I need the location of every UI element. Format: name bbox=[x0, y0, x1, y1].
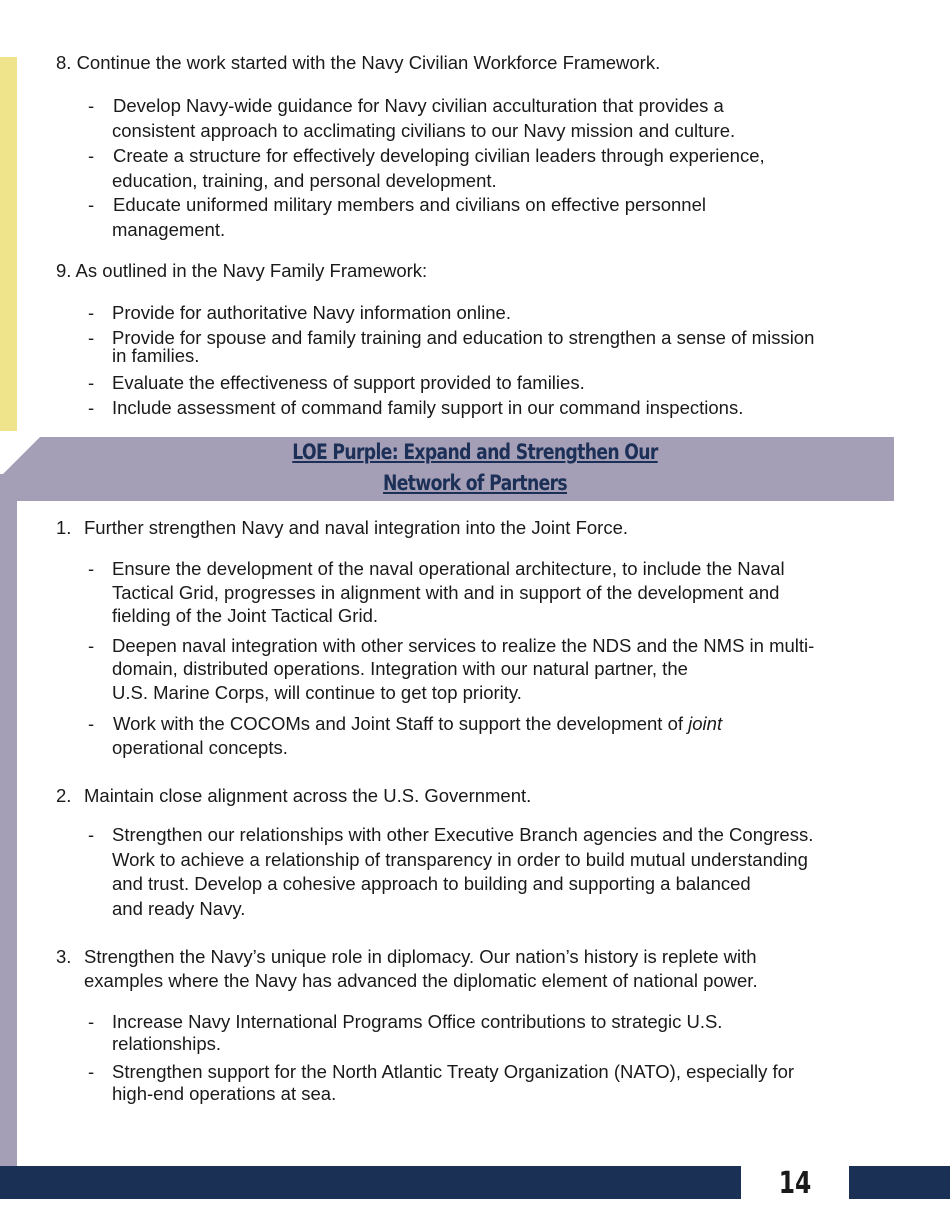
bullet-dash: - bbox=[88, 1011, 95, 1032]
bullet-dash: - bbox=[88, 95, 95, 116]
item-9-bullet-2-line-1: Provide for spouse and family training and education to strengthen a sense of mission bbox=[112, 327, 815, 348]
purple-item-1-bullet-2-line-1: Deepen naval integration with other services to realize the NDS and the NMS in multi- bbox=[112, 635, 815, 656]
bullet-dash: - bbox=[88, 302, 95, 323]
bullet-dash: - bbox=[88, 1061, 95, 1082]
purple-item-2-bullet-1-line-2: Work to achieve a relationship of transparency in order to build mutual understanding bbox=[112, 849, 808, 870]
item-8-heading: 8. Continue the work started with the Navy Civilian Workforce Framework. bbox=[56, 52, 661, 73]
purple-item-1-bullet-2-line-3: U.S. Marine Corps, will continue to get top priority. bbox=[112, 682, 522, 703]
purple-accent-bar bbox=[0, 474, 17, 1166]
page-number: 14 bbox=[778, 1166, 812, 1201]
item-9-heading: 9. As outlined in the Navy Family Framework: bbox=[56, 260, 428, 281]
item-9-bullet-4: Include assessment of command family support in our command inspections. bbox=[112, 397, 744, 418]
purple-item-2-bullet-1-line-3: and trust. Develop a cohesive approach to building and supporting a balanced bbox=[112, 873, 751, 894]
purple-item-2-number: 2. bbox=[56, 785, 72, 806]
purple-item-3-bullet-2-line-2: high-end operations at sea. bbox=[112, 1083, 337, 1104]
purple-item-1-bullet-1-line-3: fielding of the Joint Tactical Grid. bbox=[112, 605, 378, 626]
item-8-bullet-2-line-1: Create a structure for effectively developing civilian leaders through experience, bbox=[113, 145, 765, 166]
purple-item-1-heading: Further strengthen Navy and naval integration into the Joint Force. bbox=[84, 517, 628, 538]
item-9-bullet-3: Evaluate the effectiveness of support provided to families. bbox=[112, 372, 585, 393]
bullet-dash: - bbox=[88, 713, 95, 734]
purple-item-3-bullet-1-line-1: Increase Navy International Programs Office contributions to strategic U.S. bbox=[112, 1011, 723, 1032]
yellow-accent-bar bbox=[0, 57, 17, 431]
bullet-dash: - bbox=[88, 372, 95, 393]
loe-title-line-1: LOE Purple: Expand and Strengthen Our bbox=[292, 440, 658, 464]
item-9-bullet-2-line-2: in families. bbox=[112, 345, 200, 366]
purple-item-2-bullet-1-line-4: and ready Navy. bbox=[112, 898, 246, 919]
bullet-dash: - bbox=[88, 824, 95, 845]
footer-bar-left bbox=[0, 1166, 741, 1199]
loe-title bbox=[86, 437, 865, 499]
italic-word: joint bbox=[688, 713, 723, 734]
purple-item-3-bullet-2-line-1: Strengthen support for the North Atlantic Treaty Organization (NATO), especially for bbox=[112, 1061, 795, 1082]
purple-item-3-heading-line-2: examples where the Navy has advanced the diplomatic element of national power. bbox=[84, 970, 758, 991]
purple-item-3-bullet-1-line-2: relationships. bbox=[112, 1033, 222, 1054]
bullet-dash: - bbox=[88, 327, 95, 348]
item-9-bullet-1: Provide for authoritative Navy information online. bbox=[112, 302, 511, 323]
purple-item-1-number: 1. bbox=[56, 517, 72, 538]
purple-item-1-bullet-1-line-2: Tactical Grid, progresses in alignment with and in support of the development and bbox=[112, 582, 780, 603]
bullet-dash: - bbox=[88, 635, 95, 656]
purple-item-1-bullet-3-line-2: operational concepts. bbox=[112, 737, 288, 758]
purple-item-1-bullet-3-line-1 bbox=[113, 712, 722, 737]
bullet-dash: - bbox=[88, 397, 95, 418]
purple-item-3-number: 3. bbox=[56, 946, 72, 967]
item-8-bullet-1-line-2: consistent approach to acclimating civilians to our Navy mission and culture. bbox=[112, 120, 736, 141]
purple-item-3-heading-line-1: Strengthen the Navy’s unique role in diplomacy. Our nation’s history is replete with bbox=[84, 946, 757, 967]
item-8-bullet-2-line-2: education, training, and personal development. bbox=[112, 170, 497, 191]
purple-item-2-heading: Maintain close alignment across the U.S. Government. bbox=[84, 785, 532, 806]
purple-item-1-bullet-3-text: Work with the COCOMs and Joint Staff to support the development of bbox=[113, 713, 689, 734]
item-8-bullet-1-line-1: Develop Navy-wide guidance for Navy civilian acculturation that provides a bbox=[113, 95, 724, 116]
bullet-dash: - bbox=[88, 145, 95, 166]
item-8-bullet-3-line-1: Educate uniformed military members and civilians on effective personnel bbox=[113, 194, 706, 215]
purple-item-2-bullet-1-line-1: Strengthen our relationships with other Executive Branch agencies and the Congress. bbox=[112, 824, 814, 845]
bullet-dash: - bbox=[88, 558, 95, 579]
purple-item-1-bullet-1-line-1: Ensure the development of the naval operational architecture, to include the Naval bbox=[112, 558, 785, 579]
bullet-dash: - bbox=[88, 194, 95, 215]
footer-bar-right bbox=[849, 1166, 950, 1199]
loe-title-line-2: Network of Partners bbox=[382, 471, 568, 495]
purple-item-1-bullet-2-line-2: domain, distributed operations. Integration with our natural partner, the bbox=[112, 658, 688, 679]
item-8-bullet-3-line-2: management. bbox=[112, 219, 226, 240]
